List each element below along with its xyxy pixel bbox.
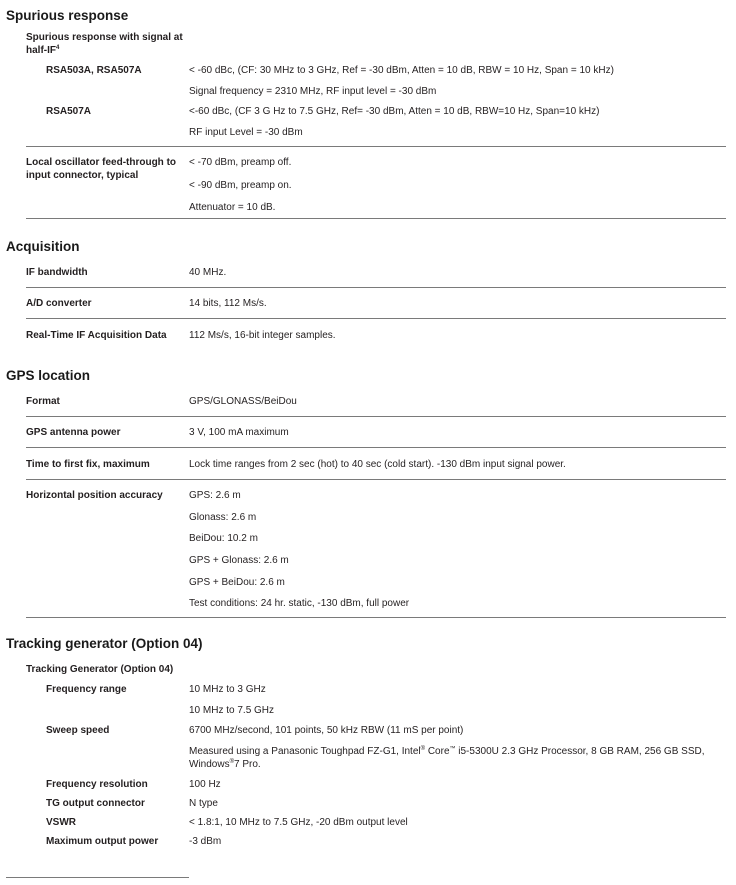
spec-value: Signal frequency = 2310 MHz, RF input level = -30 dBm <box>189 86 437 97</box>
spec-sublabel-model-b: RSA507A <box>46 106 92 117</box>
row-divider <box>26 617 726 618</box>
spec-value: GPS + BeiDou: 2.6 m <box>189 577 285 588</box>
spec-value: 10 MHz to 3 GHz <box>189 684 266 695</box>
spec-sublabel-vswr: VSWR <box>46 817 76 828</box>
spec-sublabel-model-a: RSA503A, RSA507A <box>46 65 142 76</box>
row-divider <box>26 218 726 219</box>
trademark-mark: ™ <box>449 746 456 752</box>
registered-mark: ® <box>420 746 426 752</box>
spec-value: GPS: 2.6 m <box>189 490 241 501</box>
row-divider <box>26 146 726 147</box>
registered-mark: ® <box>229 759 234 765</box>
spec-label-half-if-line2: half-IF <box>26 45 56 56</box>
spec-value: GPS/GLONASS/BeiDou <box>189 396 297 407</box>
spec-value: Lock time ranges from 2 sec (hot) to 40 sec (cold start). -130 dBm input signal power. <box>189 459 566 470</box>
spec-label-position-accuracy: Horizontal position accuracy <box>26 490 163 501</box>
section-heading-acquisition: Acquisition <box>6 239 80 254</box>
row-divider <box>26 318 726 319</box>
spec-label-realtime-if: Real-Time IF Acquisition Data <box>26 330 167 341</box>
spec-value: < -90 dBm, preamp on. <box>189 180 292 191</box>
note-text: Core <box>425 746 450 757</box>
spec-value: < 1.8:1, 10 MHz to 7.5 GHz, -20 dBm output level <box>189 817 408 828</box>
spec-value: 40 MHz. <box>189 267 227 278</box>
spec-value: BeiDou: 10.2 m <box>189 533 258 544</box>
spec-label-antenna-power: GPS antenna power <box>26 427 121 438</box>
spec-value: 14 bits, 112 Ms/s. <box>189 298 267 309</box>
spec-value: 6700 MHz/second, 101 points, 50 kHz RBW (11 mS per point) <box>189 725 464 736</box>
spec-value: GPS + Glonass: 2.6 m <box>189 555 289 566</box>
spec-value: -3 dBm <box>189 836 222 847</box>
spec-label-half-if <box>26 31 183 57</box>
spec-label-lo-line2: input connector, typical <box>26 170 139 181</box>
spec-value-measurement-note <box>189 745 705 758</box>
spec-value: <-60 dBc, (CF 3 G Hz to 7.5 GHz, Ref= -30 dBm, Atten = 10 dB, RBW=10 Hz, Span=10 kHz) <box>189 106 600 117</box>
row-divider <box>26 287 726 288</box>
spec-value: 112 Ms/s, 16-bit integer samples. <box>189 330 336 341</box>
spec-label-tracking-generator: Tracking Generator (Option 04) <box>26 664 174 675</box>
spec-value: Attenuator = 10 dB. <box>189 202 276 213</box>
spec-label-if-bandwidth: IF bandwidth <box>26 267 88 278</box>
spec-label-lo-line1: Local oscillator feed-through to <box>26 157 177 168</box>
spec-value: 10 MHz to 7.5 GHz <box>189 705 275 716</box>
spec-label-half-if-line1: Spurious response with signal at <box>26 32 183 43</box>
spec-value: < -70 dBm, preamp off. <box>189 157 292 168</box>
section-heading-gps: GPS location <box>6 368 91 383</box>
spec-sublabel-frequency-resolution: Frequency resolution <box>46 779 148 790</box>
spec-value: Glonass: 2.6 m <box>189 512 257 523</box>
row-divider <box>26 479 726 480</box>
spec-label-ad-converter: A/D converter <box>26 298 92 309</box>
spec-value: N type <box>189 798 218 809</box>
spec-sublabel-max-output-power: Maximum output power <box>46 836 159 847</box>
spec-sublabel-tg-connector: TG output connector <box>46 798 145 809</box>
footnote-marker: 4 <box>56 45 60 51</box>
note-text: 7 Pro. <box>234 759 261 770</box>
spec-sublabel-sweep-speed: Sweep speed <box>46 725 110 736</box>
spec-value: Test conditions: 24 hr. static, -130 dBm, full power <box>189 598 410 609</box>
spec-value: 3 V, 100 mA maximum <box>189 427 289 438</box>
spec-label-ttff: Time to first fix, maximum <box>26 459 150 470</box>
spec-sublabel-frequency-range: Frequency range <box>46 684 127 695</box>
section-heading-spurious: Spurious response <box>6 8 129 23</box>
spec-label-format: Format <box>26 396 60 407</box>
spec-value: 100 Hz <box>189 779 221 790</box>
row-divider <box>26 416 726 417</box>
note-text: Windows <box>189 759 230 770</box>
spec-label-lo-feedthrough <box>26 156 176 182</box>
footnote-separator <box>6 877 189 878</box>
spec-value-measurement-note-cont <box>189 758 261 771</box>
section-heading-tracking: Tracking generator (Option 04) <box>6 636 203 651</box>
note-text: Measured using a Panasonic Toughpad FZ-G1, Intel <box>189 746 421 757</box>
spec-value: < -60 dBc, (CF: 30 MHz to 3 GHz, Ref = -30 dBm, Atten = 10 dB, RBW = 10 Hz, Span = 10 kHz) <box>189 65 614 76</box>
row-divider <box>26 447 726 448</box>
spec-value: RF input Level = -30 dBm <box>189 127 303 138</box>
note-text: i5-5300U 2.3 GHz Processor, 8 GB RAM, 256 GB SSD, <box>455 746 705 757</box>
